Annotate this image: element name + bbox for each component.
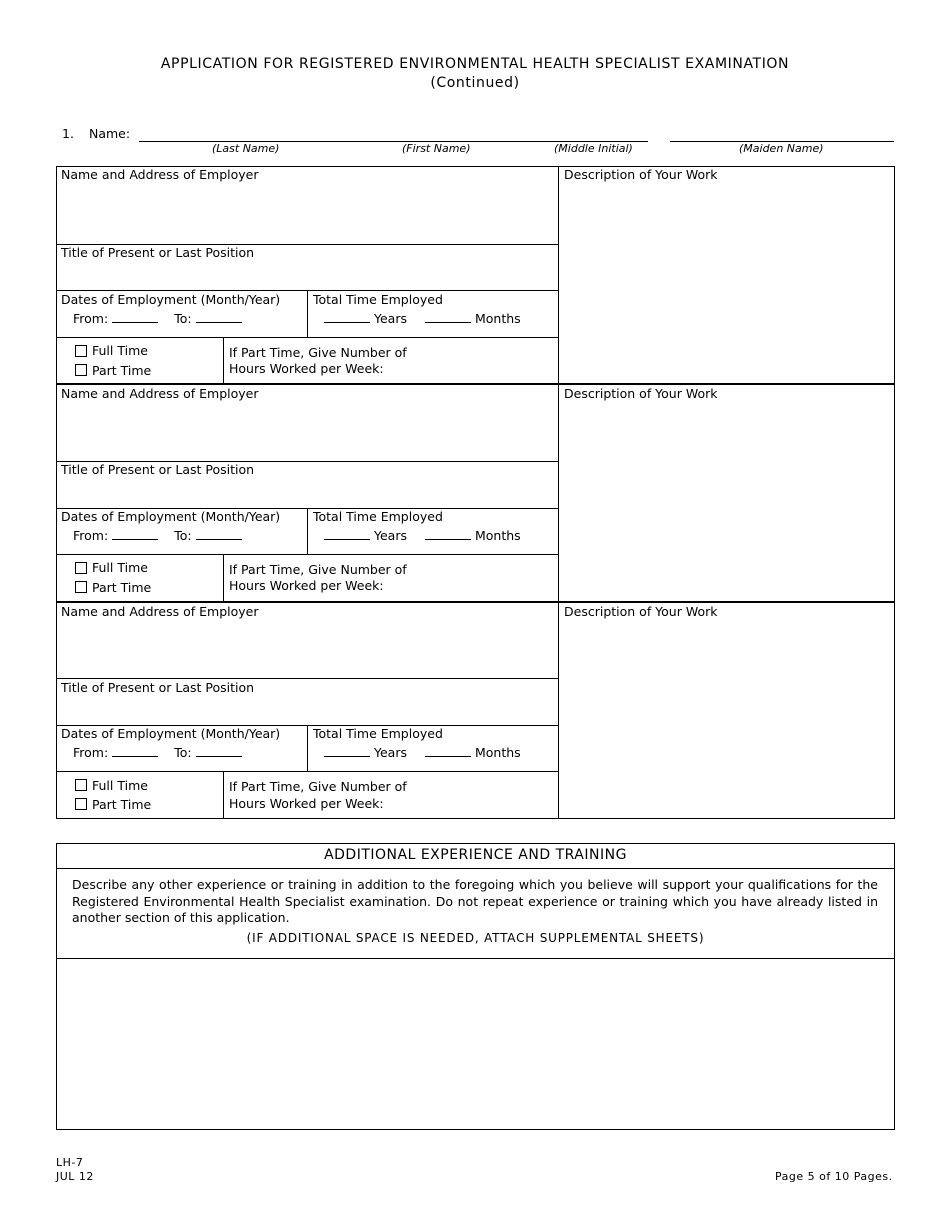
from-blank[interactable] xyxy=(112,746,158,757)
months-blank[interactable] xyxy=(425,529,471,540)
page-number: Page 5 of 10 Pages. xyxy=(775,1170,893,1183)
last-name-caption: (Last Name) xyxy=(212,142,280,155)
dates-fields[interactable]: From: To: xyxy=(73,528,246,543)
position-label[interactable]: Title of Present or Last Position xyxy=(61,462,255,477)
years-blank[interactable] xyxy=(324,746,370,757)
total-time-fields[interactable]: Years Months xyxy=(320,311,521,326)
total-time-fields[interactable]: Years Months xyxy=(320,745,521,760)
part-time-checkbox[interactable] xyxy=(75,798,87,810)
part-time-checkbox[interactable] xyxy=(75,581,87,593)
months-blank[interactable] xyxy=(425,746,471,757)
employment-block-2 xyxy=(56,384,895,602)
part-time-hours-label-2[interactable]: Hours Worked per Week: xyxy=(229,796,384,811)
additional-experience-area[interactable] xyxy=(57,959,894,1129)
position-label[interactable]: Title of Present or Last Position xyxy=(61,245,255,260)
total-time-label: Total Time Employed xyxy=(313,509,443,524)
employer-label[interactable]: Name and Address of Employer xyxy=(61,604,259,619)
position-label[interactable]: Title of Present or Last Position xyxy=(61,680,255,695)
dates-label: Dates of Employment (Month/Year) xyxy=(61,509,281,524)
full-time-label: Full Time xyxy=(92,778,148,793)
form-id: LH-7 xyxy=(56,1156,84,1169)
months-blank[interactable] xyxy=(425,312,471,323)
employer-label[interactable]: Name and Address of Employer xyxy=(61,386,259,401)
from-blank[interactable] xyxy=(112,312,158,323)
maiden-name-caption: (Maiden Name) xyxy=(739,142,824,155)
description-label[interactable]: Description of Your Work xyxy=(564,167,718,182)
additional-heading: ADDITIONAL EXPERIENCE AND TRAINING xyxy=(324,847,627,863)
part-time-checkbox[interactable] xyxy=(75,364,87,376)
employment-block-3 xyxy=(56,602,895,819)
employer-label[interactable]: Name and Address of Employer xyxy=(61,167,259,182)
dates-label: Dates of Employment (Month/Year) xyxy=(61,292,281,307)
part-time-hours-label-2[interactable]: Hours Worked per Week: xyxy=(229,578,384,593)
part-time-label: Part Time xyxy=(92,797,152,812)
total-time-label: Total Time Employed xyxy=(313,726,443,741)
additional-note: (IF ADDITIONAL SPACE IS NEEDED, ATTACH SUPPLEMENTAL SHEETS) xyxy=(246,931,705,945)
part-time-hours-label-1: If Part Time, Give Number of xyxy=(229,562,407,577)
full-time-label: Full Time xyxy=(92,560,148,575)
dates-label: Dates of Employment (Month/Year) xyxy=(61,726,281,741)
total-time-fields[interactable]: Years Months xyxy=(320,528,521,543)
full-time-checkbox[interactable] xyxy=(75,345,87,357)
part-time-label: Part Time xyxy=(92,580,152,595)
dates-fields[interactable]: From: To: xyxy=(73,311,246,326)
part-time-label: Part Time xyxy=(92,363,152,378)
description-label[interactable]: Description of Your Work xyxy=(564,604,718,619)
form-title: APPLICATION FOR REGISTERED ENVIRONMENTAL HEALTH SPECIALIST EXAMINATION xyxy=(160,56,790,72)
part-time-hours-label-1: If Part Time, Give Number of xyxy=(229,345,407,360)
description-label[interactable]: Description of Your Work xyxy=(564,386,718,401)
to-blank[interactable] xyxy=(196,529,242,540)
employment-block-1 xyxy=(56,166,895,384)
dates-fields[interactable]: From: To: xyxy=(73,745,246,760)
first-name-caption: (First Name) xyxy=(402,142,471,155)
to-blank[interactable] xyxy=(196,746,242,757)
part-time-hours-label-1: If Part Time, Give Number of xyxy=(229,779,407,794)
years-blank[interactable] xyxy=(324,529,370,540)
from-blank[interactable] xyxy=(112,529,158,540)
full-time-checkbox[interactable] xyxy=(75,779,87,791)
total-time-label: Total Time Employed xyxy=(313,292,443,307)
form-subtitle: (Continued) xyxy=(430,75,520,91)
years-blank[interactable] xyxy=(324,312,370,323)
part-time-hours-label-2[interactable]: Hours Worked per Week: xyxy=(229,361,384,376)
full-time-label: Full Time xyxy=(92,343,148,358)
name-label: Name: xyxy=(89,126,131,141)
middle-initial-caption: (Middle Initial) xyxy=(554,142,633,155)
full-time-checkbox[interactable] xyxy=(75,562,87,574)
additional-instructions: Describe any other experience or training in addition to the foregoing which you believe will support your qualifications for the Registered Environmental Health Specialist examination. Do not repeat experience or training which you have already listed in another section of this application. xyxy=(72,877,878,925)
item-number: 1. xyxy=(62,126,74,141)
to-blank[interactable] xyxy=(196,312,242,323)
form-revision: JUL 12 xyxy=(56,1170,94,1183)
